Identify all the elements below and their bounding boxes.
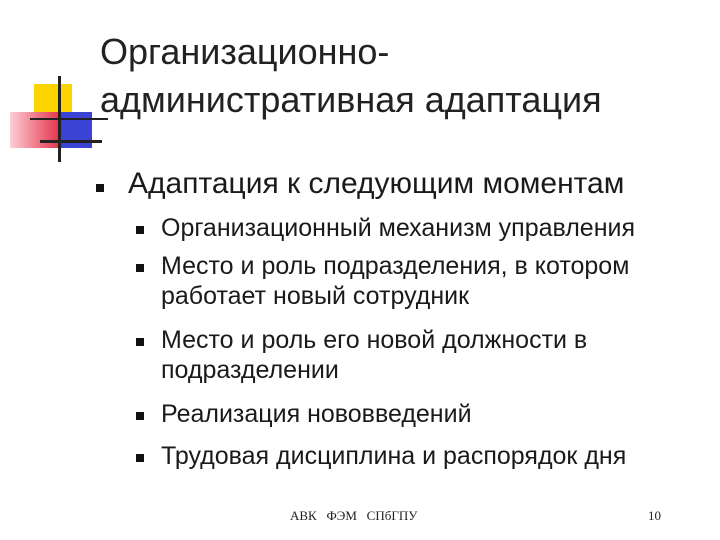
sub-item — [161, 213, 701, 243]
sub-bullet-square-icon — [136, 454, 144, 462]
sub-item — [161, 251, 701, 311]
sub-bullet-square-icon — [136, 264, 144, 272]
slide-title-line-1: Организационно- — [100, 31, 390, 72]
slide-title-line-2: административная адаптация — [100, 79, 602, 120]
sub-item-line: Место и роль подразделения, в котором — [161, 252, 630, 280]
sub-item — [161, 325, 701, 385]
logo-horizontal-line — [30, 118, 108, 120]
sub-item-line: Реализация нововведений — [161, 400, 472, 428]
main-bullet-text: Адаптация к следующим моментам — [128, 167, 625, 200]
sub-item-line: подразделении — [161, 356, 339, 384]
page-number: 10 — [648, 508, 661, 523]
sub-item-line: Место и роль его новой должности в — [161, 326, 588, 354]
sub-item — [161, 399, 701, 429]
logo-horizontal-line-lower — [40, 140, 102, 143]
sub-bullet-square-icon — [136, 412, 144, 420]
bullet-square-icon — [96, 184, 104, 192]
logo-vertical-line — [58, 76, 61, 162]
sub-item-line: работает новый сотрудник — [161, 282, 470, 310]
sub-bullet-square-icon — [136, 226, 144, 234]
sub-item — [161, 441, 701, 471]
sub-item-line: Организационный механизм управления — [161, 214, 636, 242]
footer-text: АВК ФЭМ СПбГПУ — [290, 508, 418, 523]
slide-title — [100, 28, 700, 124]
sub-bullet-square-icon — [136, 338, 144, 346]
sub-item-line: Трудовая дисциплина и распорядок дня — [161, 442, 627, 470]
